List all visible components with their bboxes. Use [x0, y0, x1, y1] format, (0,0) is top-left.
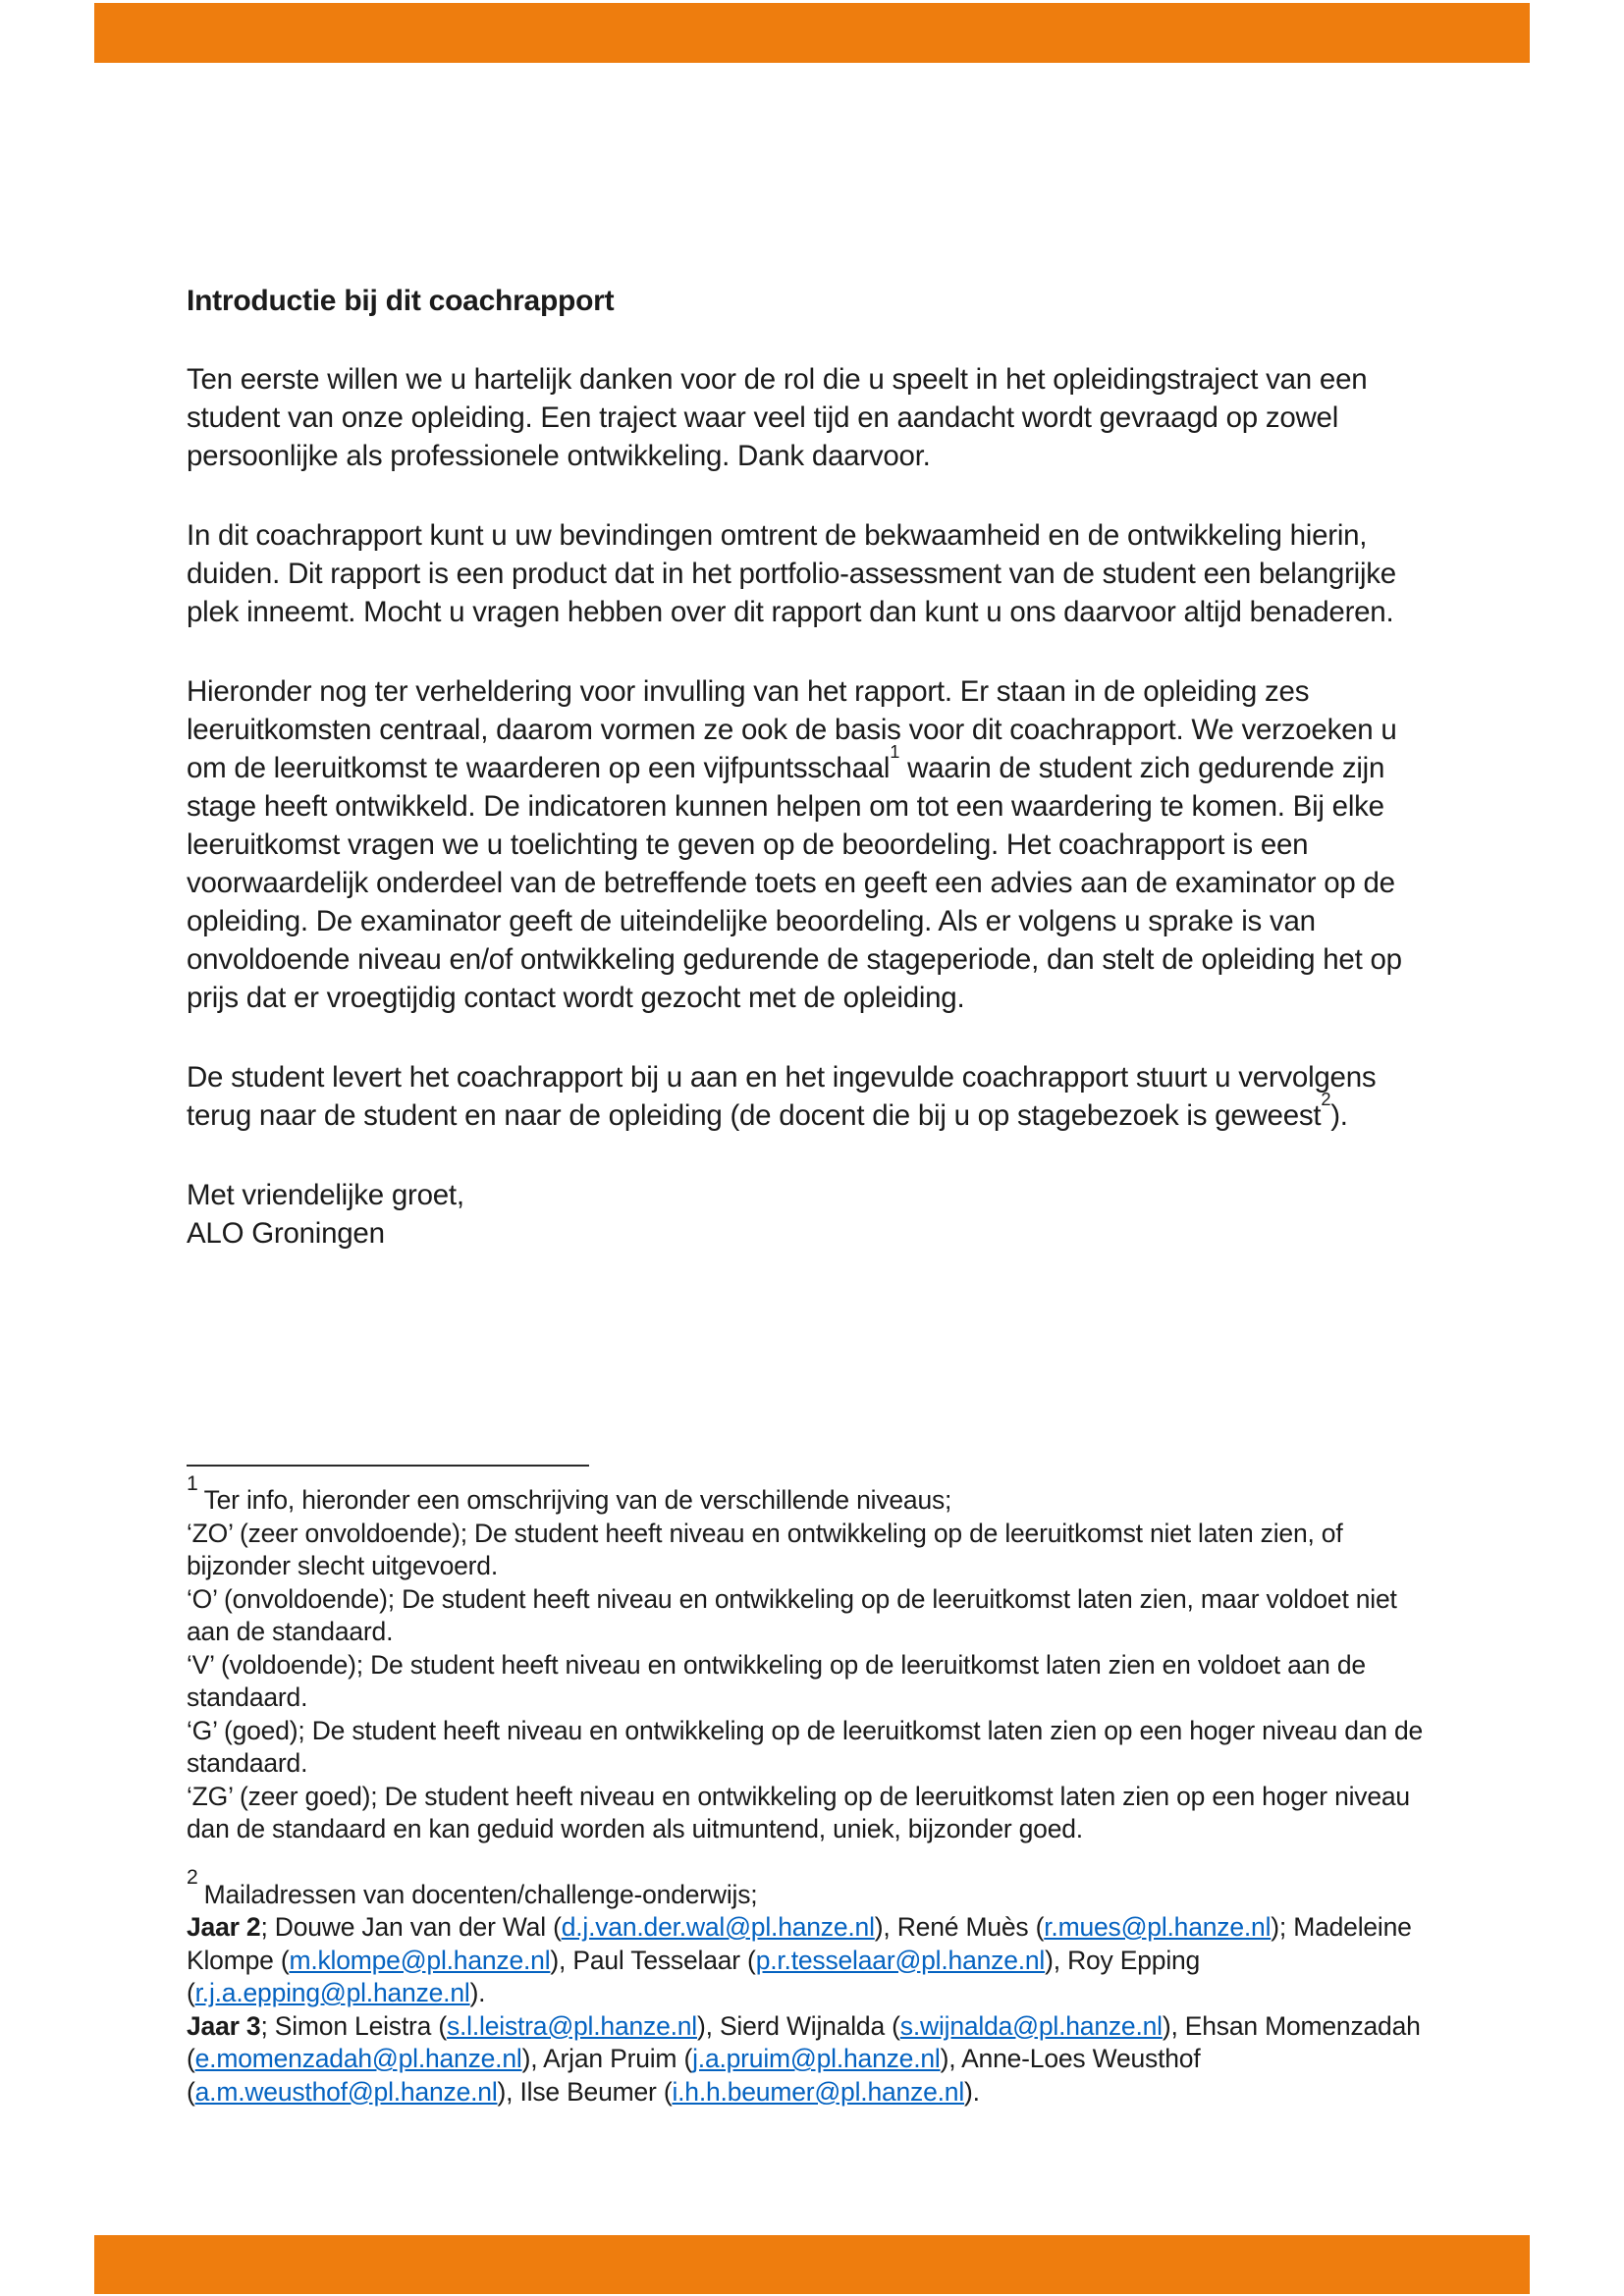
paragraph-delivery-instructions: De student levert het coachrapport bij u aan en het ingevulde coachrapport stuurt u vervolgens terug naar de student en naar de opleiding (de docent die bij u op stagebezoek is geweest$^2$). [187, 1061, 1377, 1132]
bold-label: Jaar 2 [187, 1912, 261, 1942]
paragraph-rating-explanation: Hieronder nog ter verheldering voor invulling van het rapport. Er staan in de opleiding zes leeruitkomsten centraal, daarom vormen ze ook de basis voor dit coachrapport. We verzoeken u om de leeruitkomst te waarderen op een vijfpuntsschaal$^1$ waarin de student zich gedurende zijn stage heeft ontwikkeld. De indicatoren kunnen helpen om tot een waardering te komen. Bij elke leeruitkomst vragen we u toelichting te geven op de beoordeling. Het coachrapport is een voorwaardelijk onderdeel van de betreffende toets en geeft een advies aan de examinator op de opleiding. De examinator geeft de uiteindelijke beoordeling. Als er volgens u sprake is van onvoldoende niveau en/of ontwikkeling gedurende de stageperiode, dan stelt de opleiding het op prijs dat er vroegtijdig contact wordt gezocht met de opleiding. [187, 675, 1402, 1014]
footnote-1-level-zo: ‘ZO’ (zeer onvoldoende); De student heeft niveau en ontwikkeling op de leeruitkomst niet laten zien, of bijzonder slecht uitgevoerd. [187, 1518, 1343, 1580]
footnote-2-intro [187, 1866, 1435, 1912]
header-accent-bar [94, 3, 1530, 63]
footnote-reference: 2 [1321, 1089, 1331, 1110]
page-title: Introductie bij dit coachrapport [187, 285, 615, 317]
footnote-1-intro-text: Ter info, hieronder een omschrijving van de verschillende niveaus; [203, 1485, 952, 1515]
footnote-1-level-zg: ‘ZG’ (zeer goed); De student heeft niveau en ontwikkeling op de leeruitkomst laten zien op een hoger niveau dan de standaard en kan geduid worden als uitmuntend, uniek, bijzonder goed. [187, 1781, 1410, 1843]
email-link[interactable]: r.j.a.epping@pl.hanze.nl [194, 1978, 470, 2007]
footnote-1-marker: 1 [187, 1471, 198, 1495]
footnote-section [187, 1465, 1435, 2109]
bold-label: Jaar 3 [187, 2010, 261, 2041]
footnote-1-level-v: ‘V’ (voldoende); De student heeft niveau en ontwikkeling op de leeruitkomst laten zien en voldoet aan de standaard. [187, 1649, 1366, 1712]
paragraph-report-purpose: In dit coachrapport kunt u uw bevindingen omtrent de bekwaamheid en de ontwikkeling hierin, duiden. Dit rapport is een product dat in het portfolio-assessment van de student een belangrijke plek inneemt. Mocht u vragen hebben over dit rapport dan kunt u ons daarvoor altijd benaderen. [187, 519, 1396, 628]
footnote-2 [187, 1866, 1435, 2109]
document-body [187, 282, 1435, 1253]
closing-salutation: Met vriendelijke groet, [187, 1179, 464, 1211]
footnote-2-year2-emails: Jaar 2; Douwe Jan van der Wal (d.j.van.der.wal@pl.hanze.nl), René Muès (r.mues@pl.hanze.nl); Madeleine Klompe (m.klompe@pl.hanze.nl), Paul Tesselaar (p.r.tesselaar@pl.hanze.nl), Roy Epping (r.j.a.epping@pl.hanze.nl). [187, 1912, 1412, 2007]
footnote-2-intro-text: Mailadressen van docenten/challenge-onderwijs; [203, 1879, 758, 1909]
email-link[interactable]: e.momenzadah@pl.hanze.nl [194, 2044, 522, 2073]
footnote-2-marker: 2 [187, 1866, 198, 1890]
email-link[interactable]: m.klompe@pl.hanze.nl [289, 1945, 551, 1975]
footnote-1-intro [187, 1471, 1435, 1518]
closing-signature: ALO Groningen [187, 1217, 385, 1250]
footnote-separator-line [187, 1465, 589, 1467]
email-link[interactable]: p.r.tesselaar@pl.hanze.nl [755, 1945, 1046, 1975]
footer-accent-bar [94, 2235, 1530, 2294]
email-link[interactable]: d.j.van.der.wal@pl.hanze.nl [561, 1912, 875, 1942]
footnote-reference: 1 [890, 741, 900, 763]
email-link[interactable]: i.h.h.beumer@pl.hanze.nl [672, 2076, 965, 2107]
footnote-1-level-g: ‘G’ (goed); De student heeft niveau en ontwikkeling op de leeruitkomst laten zien op een hoger niveau dan de standaard. [187, 1715, 1424, 1778]
paragraph-intro-thanks: Ten eerste willen we u hartelijk danken voor de rol die u speelt in het opleidingstraject van een student van onze opleiding. Een traject waar veel tijd en aandacht wordt gevraagd op zowel persoonlijke als professionele ontwikkeling. Dank daarvoor. [187, 363, 1368, 472]
email-link[interactable]: j.a.pruim@pl.hanze.nl [692, 2044, 941, 2073]
footnote-1 [187, 1471, 1435, 1846]
footnote-1-level-o: ‘O’ (onvoldoende); De student heeft niveau en ontwikkeling op de leeruitkomst laten zien, maar voldoet niet aan de standaard. [187, 1583, 1397, 1646]
email-link[interactable]: s.wijnalda@pl.hanze.nl [899, 2010, 1163, 2041]
email-link[interactable]: r.mues@pl.hanze.nl [1044, 1912, 1272, 1942]
footnote-2-year3-emails: Jaar 3; Simon Leistra (s.l.leistra@pl.hanze.nl), Sierd Wijnalda (s.wijnalda@pl.hanze.nl), Ehsan Momenzadah (e.momenzadah@pl.hanze.nl), Arjan Pruim (j.a.pruim@pl.hanze.nl), Anne-Loes Weusthof (a.m.weusthof@pl.hanze.nl), Ilse Beumer (i.h.h.beumer@pl.hanze.nl). [187, 2010, 1421, 2107]
email-link[interactable]: s.l.leistra@pl.hanze.nl [446, 2010, 697, 2041]
email-link[interactable]: a.m.weusthof@pl.hanze.nl [194, 2076, 498, 2107]
